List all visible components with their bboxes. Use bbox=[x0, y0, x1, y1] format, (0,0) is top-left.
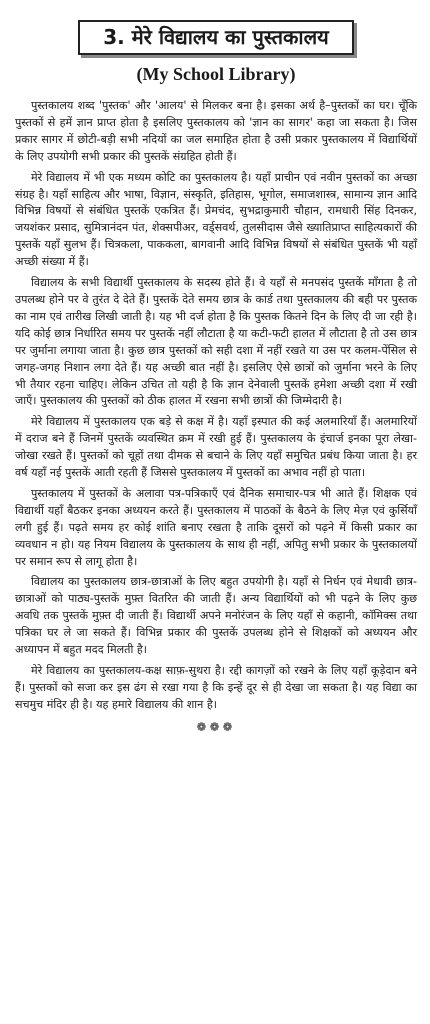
title-box bbox=[78, 20, 354, 55]
paragraph-3: विद्यालय के सभी विद्यार्थी पुस्तकालय के सदस्य होते हैं। वे यहाँ से मनपसंद पुस्तकें माँगता है तो उपलब्ध होने पर वे तुरंत दे देते हैं। पुस्तकें देते समय छात्र के कार्ड तथा पुस्तकालय की बही पर पुस्तक का नाम एवं तारीख लिखी जाती है। यह भी दर्ज होता है कि पुस्तक कितने दिन के लिए दी जा रही है। यदि कोई छात्र निर्धारित समय पर पुस्तकें नहीं लौटाता है या कटी-फटी हालत में लौटाता है तो उस छात्र पर जुर्माना लगाया जाता है। कुछ छात्र पुस्तकों को सही दशा में नहीं रखते या उस पर कलम-पेंसिल से जगह-जगह निशान लगा देते हैं। यह अच्छी बात नहीं है। इसलिए ऐसे छात्रों को जुर्माना भरने के लिए भी तैयार रहना चाहिए। लेकिन उचित तो यही है कि ज्ञान देनेवाली पुस्तकें हमेशा अच्छी दशा में रखी जाएँ। पुस्तकालय की पुस्तकों को ठीक हालत में रखना सभी छात्रों की जिम्मेदारी है। bbox=[15, 276, 417, 408]
paragraph-6: विद्यालय का पुस्तकालय छात्र-छात्राओं के लिए बहुत उपयोगी है। यहाँ से निर्धन एवं मेधावी छात्र-छात्राओं को पाठ्य-पुस्तकें मुफ़्त वितरित की जाती हैं। अन्य विद्यार्थियों को भी पढ़ने के लिए कुछ अवधि तक पुस्तकें मुफ़्त दी जाती हैं। विद्यार्थी अपने मनोरंजन के लिए यहाँ से कहानी, कॉमिक्स तथा पत्रिका घर ले जा सकते हैं। विभिन्न प्रकार की पुस्तकें उपलब्ध होने से शिक्षकों को अध्ययन और अध्यापन में बहुत मदद मिलती है। bbox=[15, 575, 417, 657]
paragraph-1: पुस्तकालय शब्द 'पुस्तक' और 'आलय' से मिलकर बना है। इसका अर्थ है–पुस्तकों का घर। चूँकि पुस्तकों से हमें ज्ञान प्राप्त होता है इसलिए पुस्तकालय को 'ज्ञान का सागर' कहा जा सकता है। जिस प्रकार सागर में छोटी-बड़ी सभी नदियों का जल समाहित होता है उसी प्रकार पुस्तकालय में विद्यार्थियों के लिए उपयोगी सभी प्रकार की पुस्तकें संग्रहित होती हैं। bbox=[15, 99, 417, 163]
paragraph-2: मेरे विद्यालय में भी एक मध्यम कोटि का पुस्तकालय है। यहाँ प्राचीन एवं नवीन पुस्तकों का अच्छा संग्रह है। यहाँ साहित्य और भाषा, विज्ञान, संस्कृति, इतिहास, भूगोल, समाजशास्त्र, सामान्य ज्ञान आदि विभिन्न विषयों से संबंधित पुस्तकें एकत्रित हैं। प्रेमचंद, सुभद्राकुमारी चौहान, रामधारी सिंह दिनकर, जयशंकर प्रसाद, सुमित्रानंदन पंत, शेक्सपीअर, वर्ड्सवर्थ, तुलसीदास जैसे ख्यातिप्राप्त साहित्यकारों की पुस्तकें यहाँ सुलभ हैं। चित्रकला, पाककला, बागवानी आदि विभिन्न विषयों से संबंधित पुस्तकें भी यहाँ अच्छी संख्या में हैं। bbox=[15, 170, 418, 269]
flower-ornament-icon: ❁❁❁ bbox=[196, 719, 236, 734]
paragraph-7: मेरे विद्यालय का पुस्तकालय-कक्ष साफ़-सुथरा है। रद्दी कागज़ों को रखने के लिए यहाँ कूड़ेदान बने हैं। पुस्तकों को सजा कर इस ढंग से रखा गया है कि इन्हें दूर से ही देखा जा सकता है। यह विद्या का सचमुच मंदिर ही है। यह हमारे विद्यालय की शान है। bbox=[15, 664, 417, 711]
essay-subtitle: (My School Library) bbox=[136, 64, 296, 84]
paragraph-5: पुस्तकालय में पुस्तकों के अलावा पत्र-पत्रिकाएँ एवं दैनिक समाचार-पत्र भी आते हैं। शिक्षक एवं विद्यार्थी यहाँ बैठकर इनका अध्ययन करते हैं। पुस्तकालय में पाठकों के बैठने के लिए मेज़ एवं कुर्सियाँ लगी हुई हैं। पढ़ते समय हर कोई शांति बनाए रखता है ताकि दूसरों को पढ़ने में किसी प्रकार का व्यवधान न हो। यह नियम विद्यालय के पुस्तकालय के साथ ही नहीं, अपितु सभी प्रकार के पुस्तकालयों पर समान रूप से लागू होता है। bbox=[15, 486, 417, 568]
paragraph-4: मेरे विद्यालय में पुस्तकालय एक बड़े से कक्ष में है। यहाँ इस्पात की कई अलमारियाँ हैं। अलमारियों में दराज बने हैं जिनमें पुस्तकें व्यवस्थित क्रम में रखी हुई हैं। पुस्तकालय के इंचार्ज इनका पूरा लेखा-जोखा रखते हैं। पुस्तकों को चूहों तथा दीमक से बचाने के लिए यहाँ समुचित प्रबंध किया जाता है। हर वर्ष यहाँ नई पुस्तकें आती रहती हैं जिससे पुस्तकालय में पुस्तकों का अभाव नहीं हो पाता। bbox=[15, 415, 417, 480]
essay-title: 3. मेरे विद्यालय का पुस्तकालय bbox=[103, 25, 329, 49]
